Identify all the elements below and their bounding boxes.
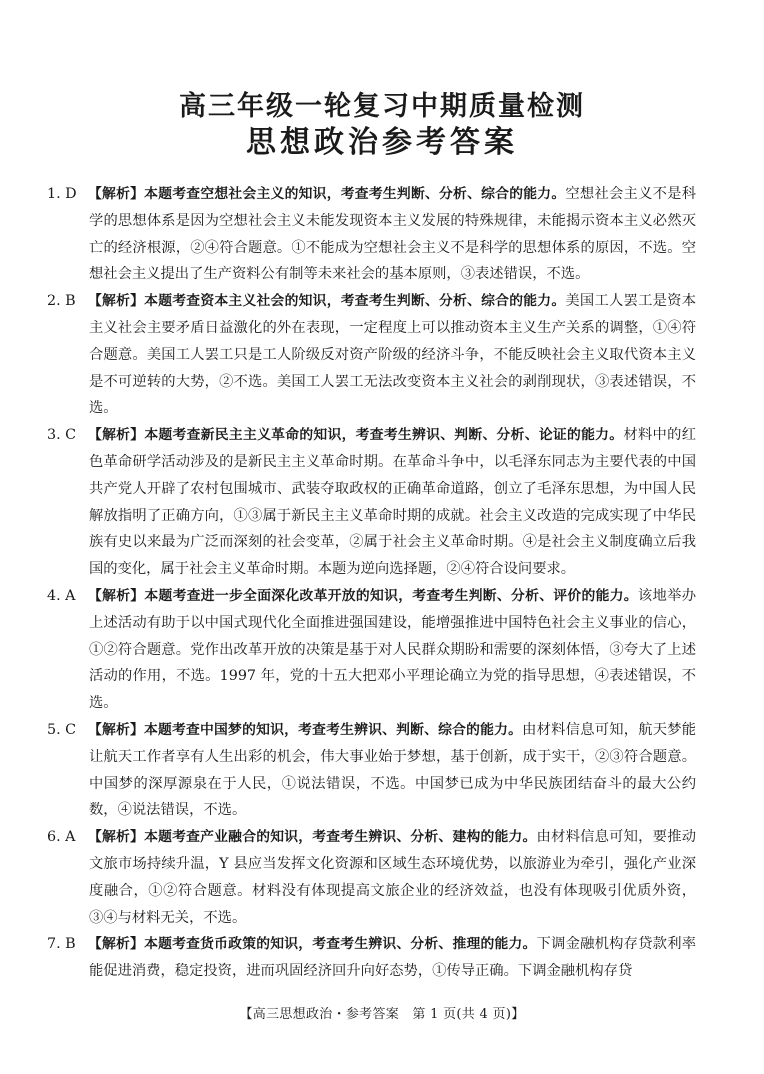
analysis-tag: 【解析】 [88,829,145,846]
analysis-body: 由材料信息可知，航天梦能让航天工作者享有人生出彩的机会，伟大事业始于梦想，基于创新，成于实干，②③符合题意。中国梦的深厚源泉在于人民，①说法错误，不选。中国梦已成为中华民族团结奋斗的最大公约数，④说法错误，不选。 [89,721,697,819]
page-title: 高三年级一轮复习中期质量检测 [179,91,585,122]
answer-number: 5. C [47,721,77,738]
analysis-lead: 本题考查货币政策的知识，考查考生辨识、分析、推理的能力。 [144,936,537,953]
answer-number: 4. A [47,587,76,604]
answer-number: 6. A [47,829,76,846]
answer-item-5 [47,717,697,824]
answer-item-1 [47,181,697,288]
analysis-body: 美国工人罢工是资本主义社会主要矛盾日益激化的外在表现，一定程度上可以推动资本主义生产关系的调整，①④符合题意。美国工人罢工只是工人阶级反对资产阶级的经济斗争，不能反映社会主义取代资本主义是不可逆转的大势，②不选。美国工人罢工无法改变资本主义社会的剥削现状，③表述错误，不选。 [89,293,697,417]
analysis-tag: 【解析】 [88,293,145,310]
answer-item-4 [47,583,697,717]
answer-list [47,181,697,985]
answer-item-7 [47,931,697,985]
analysis-body: 下调金融机构存贷款利率能促进消费，稳定投资，进而巩固经济回升向好态势，①传导正确。下调金融机构存贷 [89,936,697,980]
answer-number: 2. B [47,293,76,310]
page-subtitle: 思想政治参考答案 [246,125,518,160]
analysis-lead: 本题考查中国梦的知识，考查考生辨识、判断、综合的能力。 [144,721,523,738]
analysis-tag: 【解析】 [88,587,145,604]
analysis-body: 该地举办上述活动有助于以中国式现代化全面推进强国建设，能增强推进中国特色社会主义事业的信心，①②符合题意。党作出改革开放的决策是基于对人民群众期盼和需要的深刻体悟，③夸大了上述活动的作用，不选。1997 年，党的十五大把邓小平理论确立为党的指导思想，④表述错误，不选。 [89,587,697,712]
answer-item-3 [47,422,697,583]
analysis-tag: 【解析】 [88,936,145,953]
answer-number: 7. B [47,936,76,953]
analysis-lead: 本题考查进一步全面深化改革开放的知识，考查考生判断、分析、评价的能力。 [144,587,638,604]
analysis-lead: 本题考查产业融合的知识，考查考生辨识、分析、建构的能力。 [144,829,537,846]
answer-item-2 [47,288,697,422]
analysis-body: 空想社会主义不是科学的思想体系是因为空想社会主义未能发现资本主义发展的特殊规律，未能揭示资本主义必然灭亡的经济根源，②④符合题意。①不能成为空想社会主义不是科学的思想体系的原因，不选。空想社会主义提出了生产资料公有制等未来社会的基本原则，③表述错误，不选。 [89,186,697,283]
analysis-lead: 本题考查空想社会主义的知识，考查考生判断、分析、综合的能力。 [144,186,566,202]
analysis-tag: 【解析】 [88,427,145,444]
answer-number: 3. C [47,427,77,444]
analysis-tag: 【解析】 [88,186,145,202]
page-footer: 【高三思想政治・参考答案 第 1 页(共 4 页)】 [239,1007,525,1022]
analysis-tag: 【解析】 [88,721,145,738]
analysis-lead: 本题考查资本主义社会的知识，考查考生判断、分析、综合的能力。 [144,293,566,310]
answer-number: 1. D [47,186,77,202]
analysis-body: 由材料信息可知，要推动文旅市场持续升温，Y 县应当发挥文化资源和区域生态环境优势，以旅游业为牵引，强化产业深度融合，①②符合题意。材料没有体现提高文旅企业的经济效益，也没有体现吸引优质外资，③④与材料无关，不选。 [89,829,697,926]
analysis-lead: 本题考查新民主主义革命的知识，考查考生辨识、判断、分析、论证的能力。 [144,427,624,444]
answer-item-6 [47,824,697,931]
analysis-body: 材料中的红色革命研学活动涉及的是新民主主义革命时期。在革命斗争中，以毛泽东同志为主要代表的中国共产党人开辟了农村包围城市、武装夺取政权的正确革命道路，创立了毛泽东思想，为中国人民解放指明了正确方向，①③属于新民主主义革命时期的成就。社会主义改造的完成实现了中华民族有史以来最为广泛而深刻的社会变革，②属于社会主义革命时期。④是社会主义制度确立后我国的变化，属于社会主义革命时期。本题为逆向选择题，②④符合设问要求。 [89,427,697,578]
